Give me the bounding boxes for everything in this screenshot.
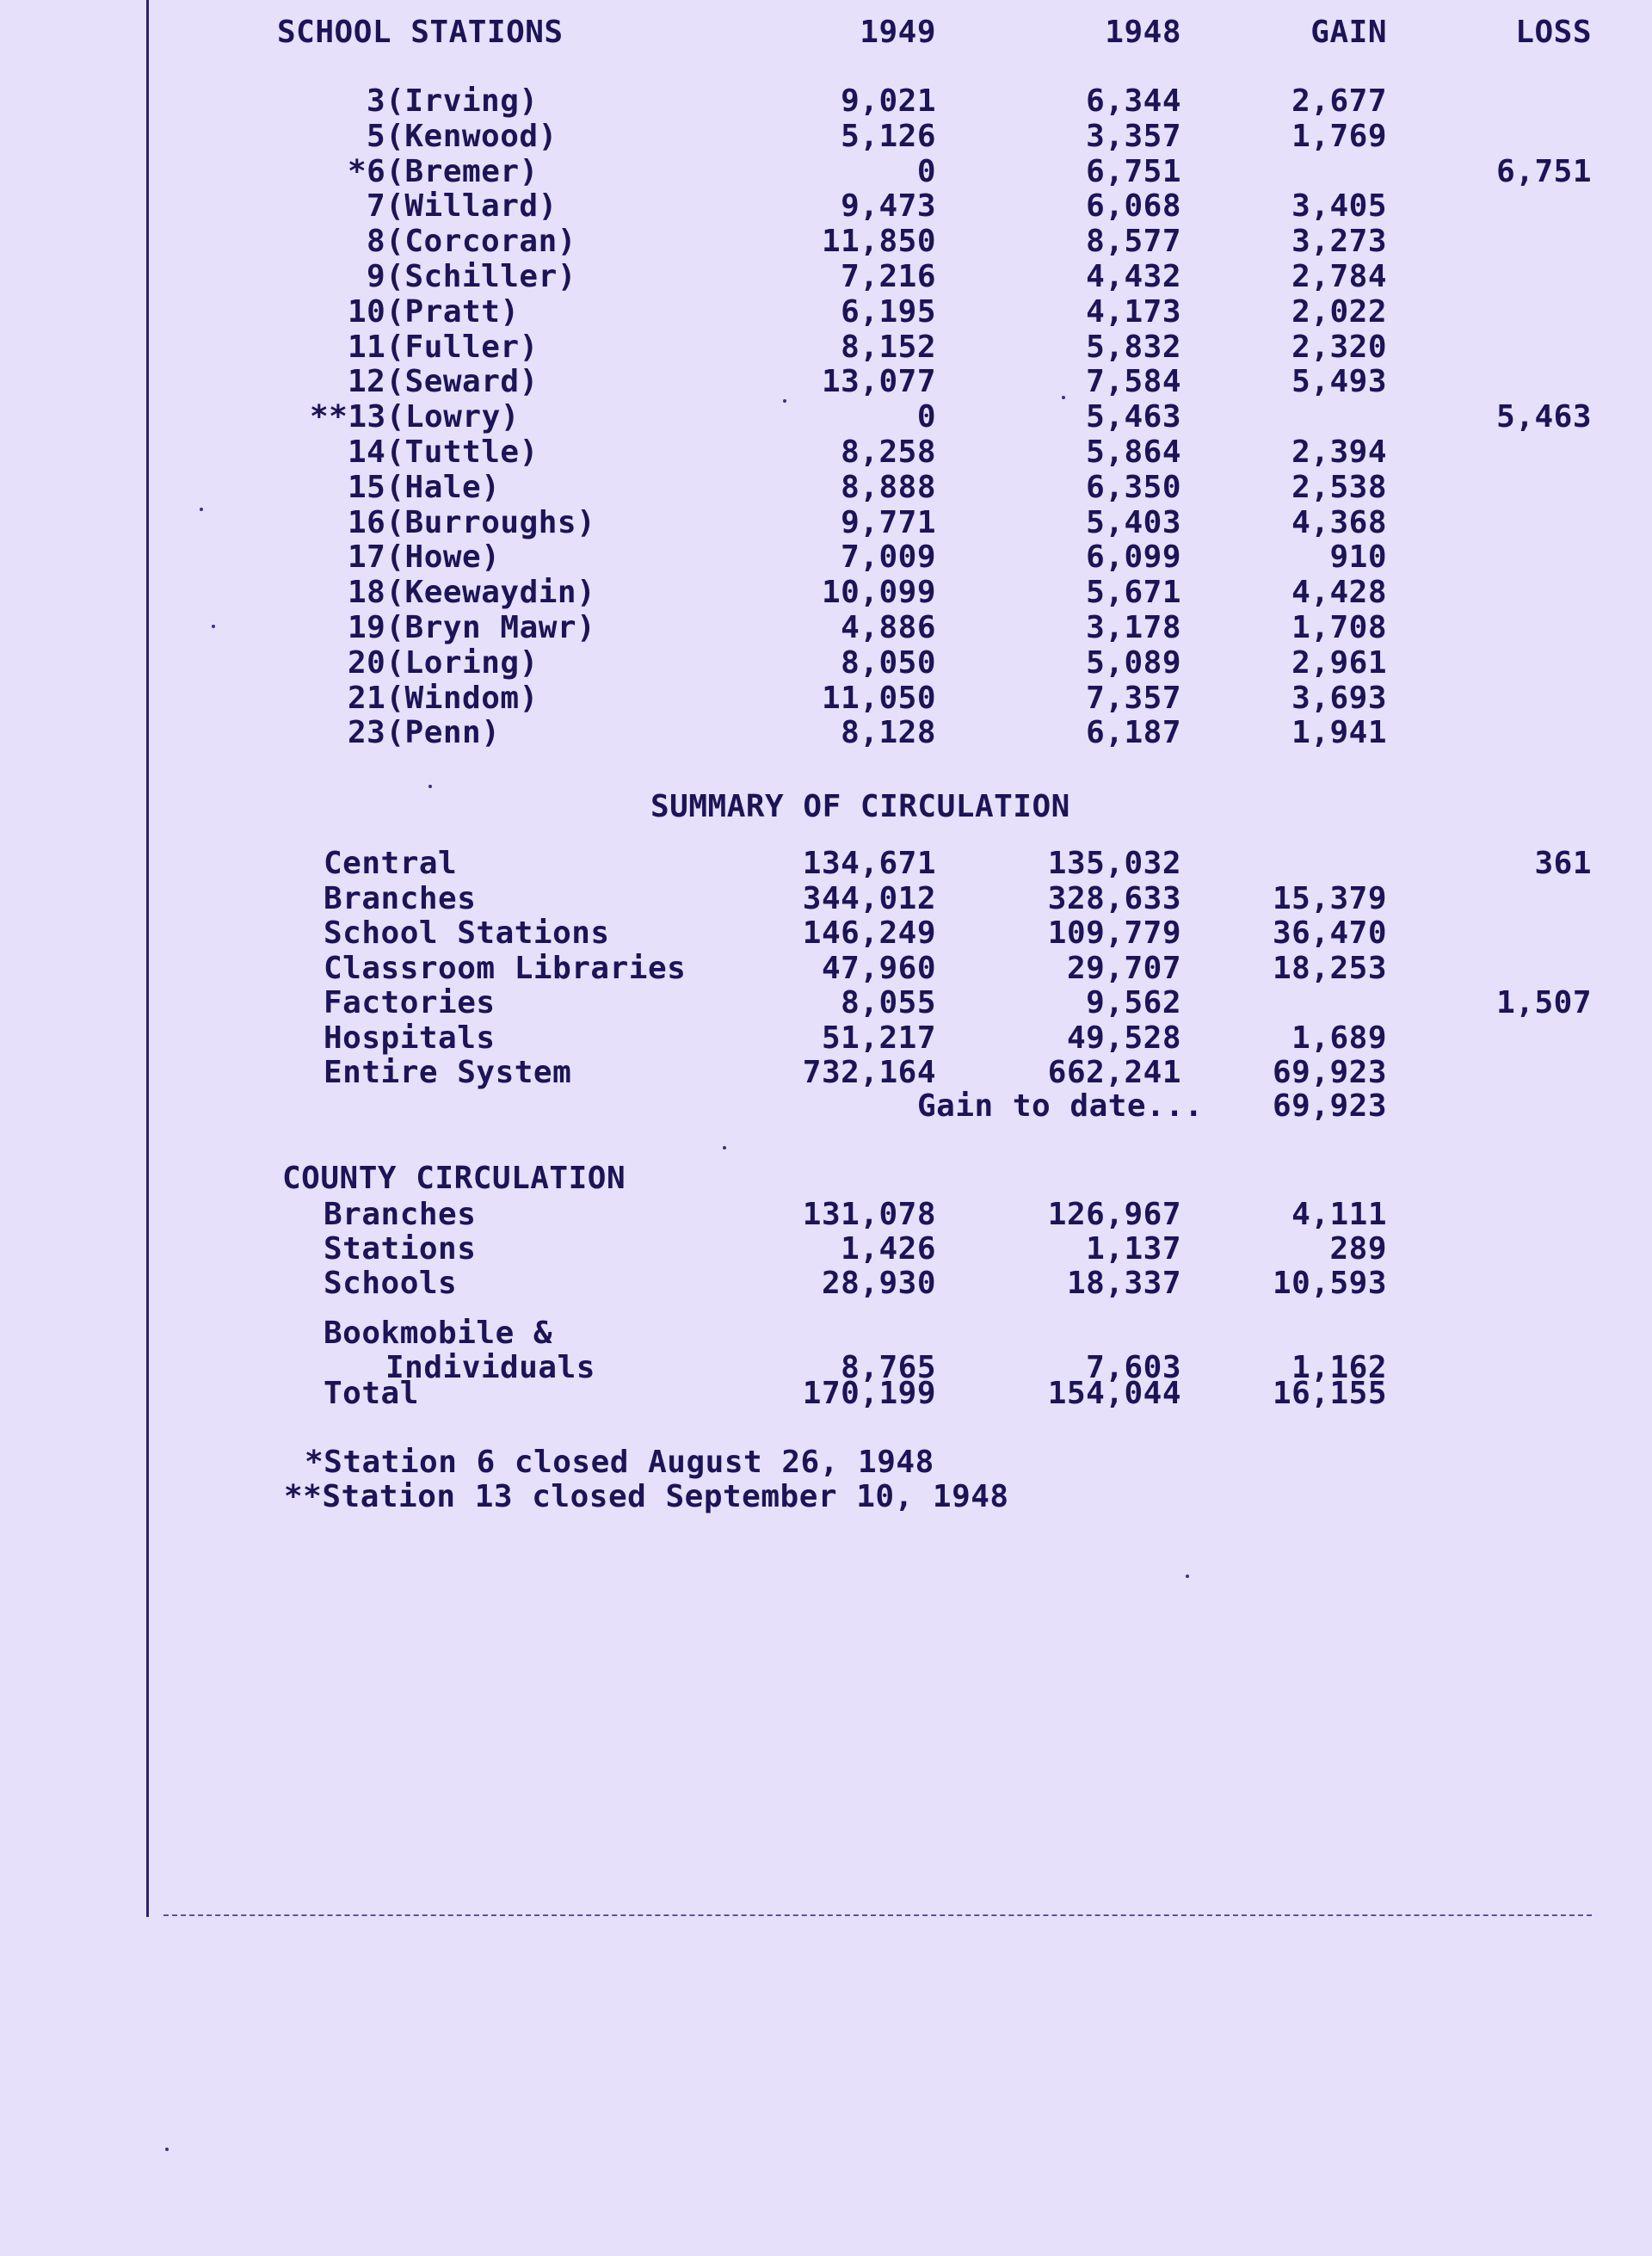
station-row-1-y1949: 5,126 — [841, 118, 936, 154]
summary-row-5-y1948: 49,528 — [1066, 1020, 1181, 1056]
station-row-7-y1948: 5,832 — [1086, 329, 1181, 365]
summary-row-0-loss: 361 — [1534, 846, 1592, 881]
station-row-4-name: 8(Corcoran) — [367, 224, 576, 260]
station-row-8-y1949: 13,077 — [821, 364, 936, 400]
footnote-station-13: **Station 13 closed September 10, 1948 — [284, 1479, 1009, 1514]
station-row-6-y1949: 6,195 — [841, 293, 936, 330]
station-row-2-name: *6(Bremer) — [348, 153, 539, 189]
station-row-7-y1949: 8,152 — [841, 329, 936, 365]
county-row-2-name: Schools — [324, 1266, 458, 1301]
station-row-4-y1949: 11,850 — [821, 224, 936, 260]
station-row-10-y1948: 5,864 — [1086, 435, 1181, 470]
station-row-18-y1948: 6,187 — [1086, 715, 1181, 751]
station-row-10-y1949: 8,258 — [841, 435, 936, 470]
summary-title: SUMMARY OF CIRCULATION — [650, 789, 1070, 824]
bottom-dashed-rule — [163, 1914, 1592, 1916]
summary-row-3-gain: 18,253 — [1272, 950, 1387, 986]
summary-row-1-y1949: 344,012 — [802, 880, 936, 916]
county-row-1-gain: 289 — [1329, 1231, 1387, 1267]
summary-row-2-gain: 36,470 — [1272, 915, 1387, 951]
paper-speck — [212, 625, 215, 628]
station-row-3-y1948: 6,068 — [1086, 188, 1181, 225]
station-row-14-y1948: 5,671 — [1086, 575, 1181, 611]
county-total-1948: 154,044 — [1047, 1376, 1181, 1411]
station-row-16-name: 20(Loring) — [348, 644, 539, 681]
summary-row-3-y1949: 47,960 — [821, 950, 936, 986]
county-row-0-gain: 4,111 — [1291, 1197, 1387, 1232]
summary-row-0-y1948: 135,032 — [1047, 846, 1181, 881]
station-row-15-gain: 1,708 — [1291, 610, 1387, 645]
summary-row-6-y1949: 732,164 — [802, 1055, 936, 1090]
station-row-11-gain: 2,538 — [1291, 469, 1387, 505]
station-row-12-name: 16(Burroughs) — [348, 504, 596, 540]
station-row-5-name: 9(Schiller) — [367, 259, 576, 294]
station-row-0-y1949: 9,021 — [841, 83, 936, 119]
station-row-11-name: 15(Hale) — [348, 469, 501, 505]
station-row-8-name: 12(Seward) — [348, 364, 539, 400]
station-row-6-name: 10(Pratt) — [348, 293, 520, 330]
summary-row-3-y1948: 29,707 — [1066, 950, 1181, 986]
station-row-6-y1948: 4,173 — [1086, 293, 1181, 330]
station-row-2-y1948: 6,751 — [1086, 153, 1181, 189]
station-row-8-y1948: 7,584 — [1086, 364, 1181, 400]
paper-speck — [200, 508, 203, 511]
bookmobile-1948: 7,603 — [1086, 1350, 1181, 1385]
footnote-station-6: *Station 6 closed August 26, 1948 — [305, 1445, 934, 1480]
summary-row-0-y1949: 134,671 — [802, 846, 936, 881]
station-row-16-y1948: 5,089 — [1086, 644, 1181, 681]
station-row-18-gain: 1,941 — [1291, 715, 1387, 751]
summary-row-0-name: Central — [324, 846, 458, 881]
station-row-10-name: 14(Tuttle) — [348, 435, 539, 470]
station-row-13-gain: 910 — [1329, 539, 1387, 576]
summary-row-1-gain: 15,379 — [1272, 880, 1387, 916]
summary-row-4-name: Factories — [324, 985, 496, 1020]
station-row-16-gain: 2,961 — [1291, 644, 1387, 681]
station-row-3-y1949: 9,473 — [841, 188, 936, 225]
county-row-2-gain: 10,593 — [1272, 1266, 1387, 1301]
station-row-14-name: 18(Keewaydin) — [348, 575, 596, 611]
station-row-15-y1949: 4,886 — [841, 610, 936, 645]
county-title: COUNTY CIRCULATION — [282, 1161, 626, 1196]
station-row-15-name: 19(Bryn Mawr) — [348, 610, 596, 645]
summary-row-1-y1948: 328,633 — [1047, 880, 1181, 916]
binding-edge-line — [146, 0, 149, 1917]
header-1948: 1948 — [1105, 15, 1181, 50]
station-row-17-y1948: 7,357 — [1086, 680, 1181, 716]
paper-speck — [428, 785, 432, 788]
summary-row-5-name: Hospitals — [324, 1020, 496, 1056]
station-row-0-y1948: 6,344 — [1086, 83, 1181, 119]
station-row-18-y1949: 8,128 — [841, 715, 936, 751]
station-row-18-name: 23(Penn) — [348, 715, 501, 751]
county-row-0-y1949: 131,078 — [802, 1197, 936, 1232]
county-total-label: Total — [324, 1376, 419, 1411]
summary-row-4-loss: 1,507 — [1496, 985, 1592, 1020]
station-row-6-gain: 2,022 — [1291, 293, 1387, 330]
station-row-12-y1948: 5,403 — [1086, 504, 1181, 540]
header-loss: LOSS — [1515, 15, 1592, 50]
station-row-17-y1949: 11,050 — [821, 680, 936, 716]
station-row-13-name: 17(Howe) — [348, 539, 501, 576]
station-row-15-y1948: 3,178 — [1086, 610, 1181, 645]
station-row-8-gain: 5,493 — [1291, 364, 1387, 400]
header-1949: 1949 — [860, 15, 936, 50]
station-row-14-gain: 4,428 — [1291, 575, 1387, 611]
county-row-1-name: Stations — [324, 1231, 477, 1267]
station-row-13-y1949: 7,009 — [841, 539, 936, 576]
station-row-7-name: 11(Fuller) — [348, 329, 539, 365]
paper-speck — [723, 1146, 726, 1150]
station-row-9-y1948: 5,463 — [1086, 399, 1181, 435]
bookmobile-gain: 1,162 — [1291, 1350, 1387, 1385]
summary-row-6-name: Entire System — [324, 1055, 572, 1090]
bookmobile-label-line1: Bookmobile & — [324, 1316, 553, 1351]
bookmobile-1949: 8,765 — [841, 1350, 936, 1385]
gain-to-date-value: 69,923 — [1272, 1088, 1387, 1124]
station-row-0-gain: 2,677 — [1291, 83, 1387, 119]
paper-speck — [1062, 396, 1065, 399]
station-row-5-y1948: 4,432 — [1086, 259, 1181, 294]
station-row-5-gain: 2,784 — [1291, 259, 1387, 294]
station-row-2-y1949: 0 — [916, 153, 936, 189]
station-row-9-loss: 5,463 — [1496, 399, 1592, 435]
summary-row-4-y1948: 9,562 — [1086, 985, 1181, 1020]
summary-row-6-gain: 69,923 — [1272, 1055, 1387, 1090]
station-row-10-gain: 2,394 — [1291, 435, 1387, 470]
county-row-1-y1948: 1,137 — [1086, 1231, 1181, 1267]
county-row-0-y1948: 126,967 — [1047, 1197, 1181, 1232]
paper-speck — [165, 2148, 169, 2151]
station-row-12-y1949: 9,771 — [841, 504, 936, 540]
station-row-11-y1948: 6,350 — [1086, 469, 1181, 505]
bookmobile-label-line2: Individuals — [385, 1350, 595, 1385]
summary-row-5-gain: 1,689 — [1291, 1020, 1387, 1056]
county-row-2-y1948: 18,337 — [1066, 1266, 1181, 1301]
station-row-17-gain: 3,693 — [1291, 680, 1387, 716]
station-row-4-gain: 3,273 — [1291, 224, 1387, 260]
station-row-1-name: 5(Kenwood) — [367, 118, 558, 154]
station-row-12-gain: 4,368 — [1291, 504, 1387, 540]
summary-row-1-name: Branches — [324, 880, 477, 916]
station-row-0-name: 3(Irving) — [367, 83, 539, 119]
gain-to-date-label: Gain to date... — [917, 1088, 1204, 1124]
station-row-9-y1949: 0 — [916, 399, 936, 435]
county-row-2-y1949: 28,930 — [821, 1266, 936, 1301]
header-gain: GAIN — [1310, 15, 1387, 50]
summary-row-2-name: School Stations — [324, 915, 610, 951]
school-stations-header: SCHOOL STATIONS — [277, 15, 564, 50]
station-row-3-name: 7(Willard) — [367, 188, 558, 225]
station-row-9-name: **13(Lowry) — [310, 399, 520, 435]
paper-speck — [783, 399, 786, 403]
station-row-1-y1948: 3,357 — [1086, 118, 1181, 154]
summary-row-6-y1948: 662,241 — [1047, 1055, 1181, 1090]
station-row-5-y1949: 7,216 — [841, 259, 936, 294]
summary-row-4-y1949: 8,055 — [841, 985, 936, 1020]
summary-row-5-y1949: 51,217 — [821, 1020, 936, 1056]
station-row-14-y1949: 10,099 — [821, 575, 936, 611]
summary-row-2-y1948: 109,779 — [1047, 915, 1181, 951]
county-row-1-y1949: 1,426 — [841, 1231, 936, 1267]
county-row-0-name: Branches — [324, 1197, 477, 1232]
summary-row-2-y1949: 146,249 — [802, 915, 936, 951]
station-row-11-y1949: 8,888 — [841, 469, 936, 505]
station-row-7-gain: 2,320 — [1291, 329, 1387, 365]
station-row-2-loss: 6,751 — [1496, 153, 1592, 189]
county-total-gain: 16,155 — [1272, 1376, 1387, 1411]
station-row-4-y1948: 8,577 — [1086, 224, 1181, 260]
station-row-17-name: 21(Windom) — [348, 680, 539, 716]
station-row-3-gain: 3,405 — [1291, 188, 1387, 225]
station-row-16-y1949: 8,050 — [841, 644, 936, 681]
station-row-1-gain: 1,769 — [1291, 118, 1387, 154]
county-total-1949: 170,199 — [802, 1376, 936, 1411]
summary-row-3-name: Classroom Libraries — [324, 950, 687, 986]
paper-speck — [1186, 1575, 1189, 1578]
station-row-13-y1948: 6,099 — [1086, 539, 1181, 576]
